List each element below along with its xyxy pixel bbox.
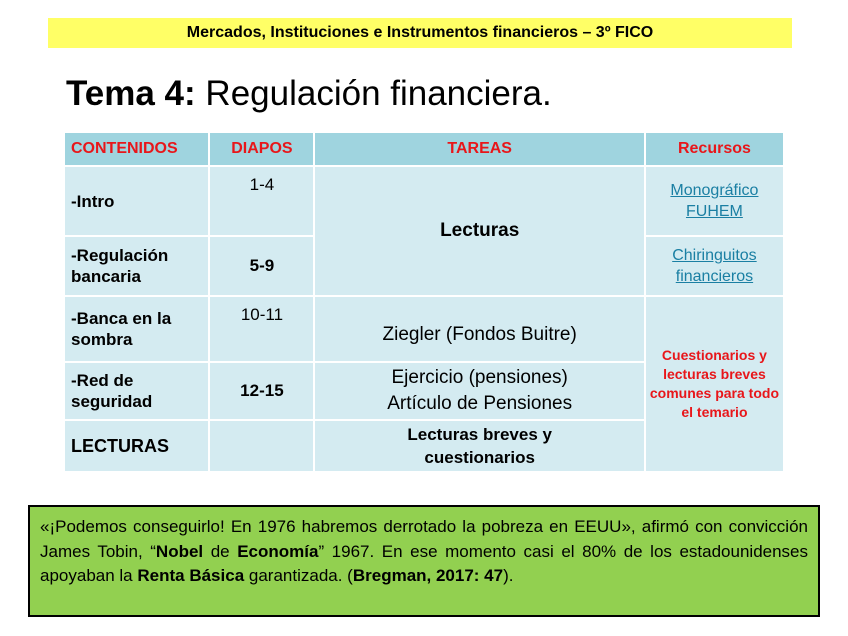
- contenido-cell: -Intro: [65, 167, 208, 235]
- link-chiringuitos-financieros[interactable]: Chiringuitos financieros: [672, 247, 757, 285]
- quote-text: de: [203, 541, 238, 561]
- recurso-cell-1: [646, 167, 783, 235]
- recurso-cell-2: [646, 237, 783, 295]
- quote-text: garantizada. (: [244, 566, 353, 585]
- quote-text: «¡Podemos conseguirlo! En 1976 habremos derrotado la pobreza en EEUU», afirmó con convicción James Tobin, “: [40, 517, 808, 561]
- diapos-cell: 1-4: [210, 167, 313, 235]
- quote-box: [28, 505, 820, 617]
- tarea-ziegler: Ziegler (Fondos Buitre): [315, 297, 643, 361]
- table-row: [65, 297, 783, 361]
- quote-economia: Economía: [237, 541, 319, 561]
- tarea-lecturas: Lecturas: [315, 167, 643, 295]
- page-title: [66, 72, 552, 116]
- contenido-cell: LECTURAS: [65, 421, 208, 471]
- header-contenidos: CONTENIDOS: [65, 133, 208, 165]
- tarea-pensiones: [315, 363, 643, 419]
- link-monografico-fuhem[interactable]: Monográfico FUHEM: [670, 182, 759, 220]
- diapos-cell: 10-11: [210, 297, 313, 361]
- quote-text: ” 1967. En ese momento casi el 80% de los estadounidenses apoyaban la: [40, 541, 809, 585]
- header-tareas: TAREAS: [315, 133, 643, 165]
- quote-text: ).: [503, 566, 514, 585]
- tarea-ejercicio: Ejercicio (pensiones): [391, 367, 568, 388]
- quote-citation: Bregman, 2017: 47: [352, 566, 504, 585]
- header-recursos: Recursos: [646, 133, 783, 165]
- contenido-cell: -Banca en la sombra: [65, 297, 208, 361]
- diapos-cell: [210, 421, 313, 471]
- quote-renta-basica: Renta Básica: [137, 566, 245, 585]
- contenido-cell: -Red de seguridad: [65, 363, 208, 419]
- page-title-subject: Regulación financiera.: [195, 74, 552, 113]
- table-header-row: [65, 133, 783, 165]
- header-diapos: DIAPOS: [210, 133, 313, 165]
- quote-nobel: Nobel: [155, 541, 204, 561]
- recursos-note: Cuestionarios y lecturas breves comunes para todo el temario: [646, 297, 783, 471]
- table-row: [65, 167, 783, 235]
- page-title-topic: Tema 4:: [66, 74, 196, 113]
- course-header-text: Mercados, Instituciones e Instrumentos financieros – 3º FICO: [186, 24, 654, 41]
- tarea-lecturas-breves: Lecturas breves y cuestionarios: [315, 421, 643, 471]
- course-header: [48, 18, 792, 48]
- diapos-cell: 5-9: [210, 237, 313, 295]
- tarea-articulo: Artículo de Pensiones: [387, 393, 573, 414]
- contenido-cell: -Regulación bancaria: [65, 237, 208, 295]
- diapos-cell: 12-15: [210, 363, 313, 419]
- contents-table: [63, 131, 785, 473]
